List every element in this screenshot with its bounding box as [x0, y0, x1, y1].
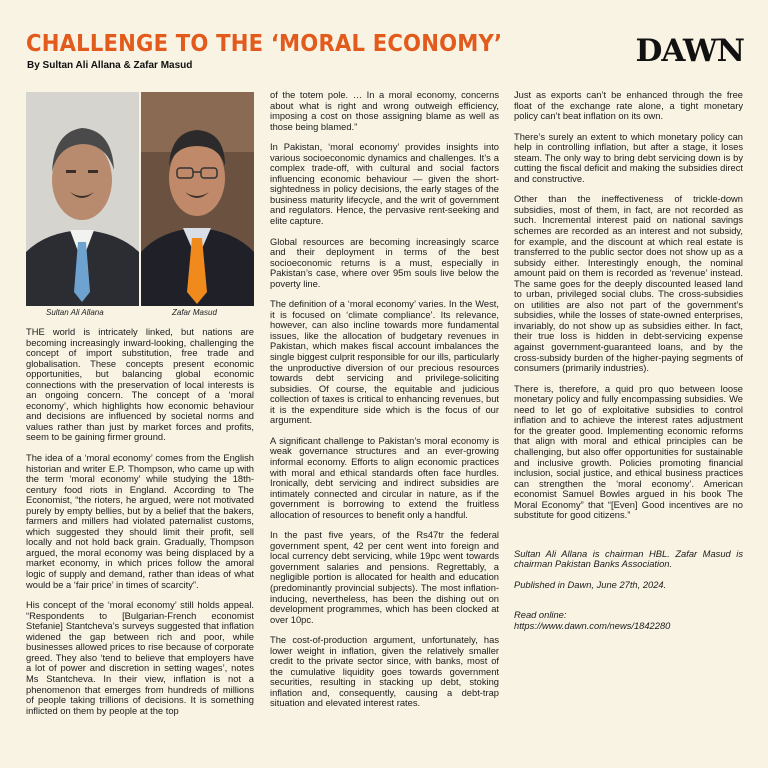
column-3	[514, 90, 743, 642]
paragraph: A significant challenge to Pakistan’s moral economy is weak governance structures and an ever-growing informal economy. Efforts to align economic practices with moral and ethical standards often face hurdles. Ironically, debt servicing and indirect subsidies are intimately connected and circular in nature, as if the government is borrowing to extend the fruitless allocation of resources to benefit only a handful.	[270, 435, 499, 520]
paragraph: There is, therefore, a quid pro quo between loose monetary policy and fully encompassing subsidies. We need to let go of exploitative subsidies to control inflation and to achieve the interest rates adjustment for the greater good. Implementing economic reforms that align with moral and ethical principles can be challenging, but also offer opportunities for sustainable and inclusive growth. Policies promoting financial inclusion, social justice, and ethical business practices can strengthen the ‘moral economy’. American economist Samuel Bowles argued in his book The Moral Economy” that “[Even] Good incentives are no substitute for good citizens.”	[514, 383, 743, 521]
read-online-label: Read online:	[514, 610, 567, 621]
paragraph: The cost-of-production argument, unfortunately, has lower weight in inflation, given the relatively smaller credit to the private sector since, with banks, most of the cumulative liquidity goes towards government securities, resulting in stacking up debt, stoking inflation and, consequently, causing a debt-trap situation and elevated interest rates.	[270, 635, 499, 709]
paragraph: THE world is intricately linked, but nations are becoming increasingly inward-looking, challenging the concept of import substitution, free trade and globalisation. These concepts present economic opportunities, but balancing global economic connections with the preservation of local interests is an ongoing concern. The concept of a ‘moral economy’, which highlights how economic behaviour and decisions are influenced by societal norms and values rather than just by market forces and profits, seem to be gaining firmer ground.	[26, 327, 254, 443]
article-title: CHALLENGE TO THE ‘MORAL ECONOMY’	[26, 31, 503, 57]
article-url[interactable]: https://www.dawn.com/news/1842280	[514, 620, 671, 631]
dawn-logo: DAWN	[635, 33, 744, 69]
author-bio: Sultan Ali Allana is chairman HBL. Zafar Masud is chairman Pakistan Banks Association.	[514, 548, 743, 570]
paragraph: In the past five years, of the Rs47tr the federal government spent, 42 per cent went into foreign and local currency debt servicing, while 19pc went towards government salaries and pensions. Regrettably, a negligible portion is allocated for health and education (predominantly provincial subjects). The most inflation-inducing, nevertheless, has been the dishing out on development programmes, which has been clocked at over 10pc.	[270, 530, 499, 625]
column-1	[26, 327, 254, 726]
photo-zafar-masud	[141, 92, 254, 306]
caption-zafar-masud: Zafar Masud	[172, 308, 217, 317]
caption-sultan-ali-allana: Sultan Ali Allana	[46, 308, 104, 317]
paragraph: of the totem pole. … In a moral economy, concerns about what is right and wrong outweigh efficiency, imposing a cost on those assigning blame as well as those being blamed.”	[270, 90, 499, 132]
publication-note: Published in Dawn, June 27th, 2024.	[514, 579, 667, 590]
paragraph: Global resources are becoming increasingly scarce and their deployment in terms of the best socioeconomic returns is a must, especially in Pakistan’s case, where over 95m souls live below the poverty line.	[270, 236, 499, 289]
paragraph: Other than the ineffectiveness of trickle-down subsidies, most of them, in fact, are not recorded as such. Incremental interest paid on national savings schemes are recorded as an interest and not subsidy, for example, and the discount at which real estate is transferred to the public sector does not show up as a subsidy either. Interestingly enough, the nominal amount paid on them is recorded as ‘revenue’ instead. The same goes for the deeply discounted leased land to urban, privileged social clubs. The cross-subsidies on utilities are also not part of the government’s subsidies, while the losses of state-owned enterprises, invariably, do not show up as subsidies either. In fact, their true loss is hidden in debt-servicing expense against government-guaranteed loans, and by the cross-subsidy burden of the higher-paying segments of consumers (primarily industries).	[514, 194, 743, 374]
paragraph: There’s surely an extent to which monetary policy can help in controlling inflation, but after a stage, it loses steam. The only way to bring debt servicing down is by cutting the fiscal deficit and making the subsidies direct and constructive.	[514, 131, 743, 184]
byline: By Sultan Ali Allana & Zafar Masud	[27, 60, 193, 71]
paragraph: His concept of the ‘moral economy’ still holds appeal. “Respondents to [Bulgarian-French economist Stefanie] Stantcheva’s surveys suggested that inflation widened the gap between rich and poor, while businesses allowed prices to rise because of corporate greed. They also ‘tend to believe that employers have a lot of power and discretion in setting wages’, notes Ms Stantcheva. In their view, inflation is not a phenomenon that emerges from hundreds of millions of people taking trillions of decisions. It is something inflicted on them by people at the top	[26, 600, 254, 716]
paragraph: Just as exports can’t be enhanced through the free float of the exchange rate alone, a tight monetary policy can’t beat inflation on its own.	[514, 90, 743, 122]
author-photos	[26, 92, 254, 306]
paragraph: The definition of a ‘moral economy’ varies. In the West, it is focused on ‘climate compliance’. Its relevance, however, can also incline towards more fundamental issues, like the allocation of budgetary revenues in Pakistan, which makes fiscal account imbalances the single biggest culprit responsible for our ills, particularly the unproductive diversion of our precious resources towards debt servicing and privilege-soliciting subsidies. Of course, the equitable and judicious collection of taxes is critical to enhancing revenues, but it is the expenditure side which is the focus of our argument.	[270, 299, 499, 426]
paragraph: The idea of a ‘moral economy’ comes from the English historian and writer E.P. Thompson, who came up with the term ‘moral economy’ while studying the 18th-century food riots in England. According to The Economist, “the rioters, he argued, were not motivated purely by empty bellies, but by a belief that the bakers, farmers and millers had violated paternalist customs, which suggested they should limit their profit, sell locally and not hold back grain. Gradually, Thompson argued, the moral economy was being displaced by a market economy, in which prices follow the amoral logic of supply and demand, rather than ideas of what would be a ‘fair price’ in times of scarcity”.	[26, 453, 254, 590]
column-2	[270, 90, 499, 719]
paragraph: In Pakistan, ‘moral economy’ provides insights into various socioeconomic dynamics and challenges. It’s a complex trade-off, with cultural and social factors influencing economic behaviour — given the short-sightedness in policy decisions, the early stages of the business maturity lifecycle, and the writ of government and regulators. Hence, the pervasive rent-seeking and elite capture.	[270, 142, 499, 227]
photo-sultan-ali-allana	[26, 92, 139, 306]
